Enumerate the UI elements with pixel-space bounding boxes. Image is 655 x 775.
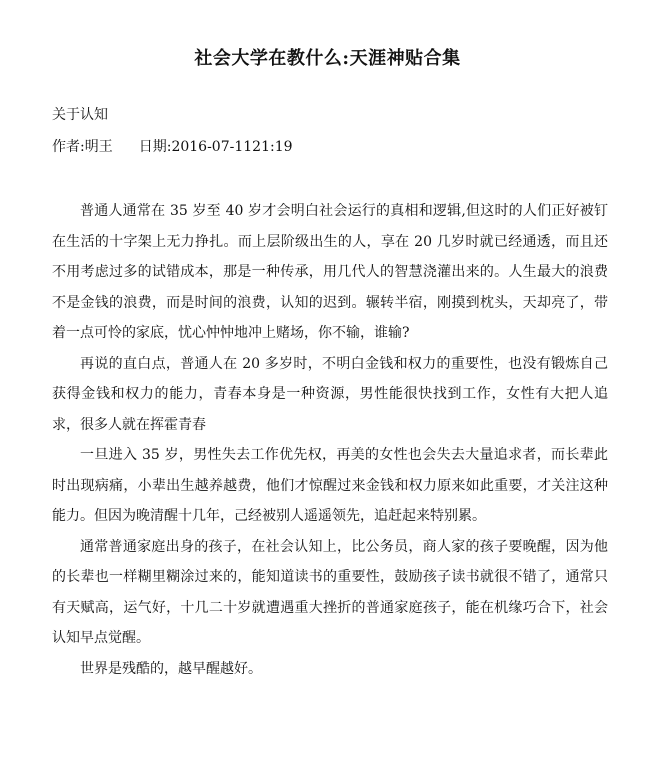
author-name: 明王 bbox=[84, 139, 113, 155]
paragraph: 普通人通常在 35 岁至 40 岁才会明白社会运行的真相和逻辑,但这时的人们正好被钉在生活的十字架上无力挣扎。而上层阶级出生的人，享在 20 几岁时就已经通透，而且还不用考虑过多的试错成本，那是一种传承，用几代人的智慧浇灌出来的。人生最大的浪费不是金钱的浪费，而是时间的浪费，认知的迟到。辗转半宿，刚摸到枕头，天却亮了，带着一点可怜的家底，忧心忡忡地冲上赌场，你不输，谁输? bbox=[52, 203, 608, 341]
paragraph: 一旦进入 35 岁，男性失去工作优先权，再美的女性也会失去大量追求者，而长辈此时出现病痛，小辈出生越养越费，他们才惊醒过来金钱和权力原来如此重要，才关注这种能力。但因为晚清醒十几年，己经被别人遥遥领先，追赶起来特别累。 bbox=[52, 447, 608, 524]
date-label: 日期: bbox=[138, 139, 172, 155]
section-heading: 关于认知 bbox=[52, 107, 108, 123]
author-label: 作者: bbox=[52, 139, 85, 155]
document-meta bbox=[52, 137, 293, 157]
document-title: 社会大学在教什么:天涯神贴合集 bbox=[194, 48, 461, 69]
paragraph: 通常普通家庭出身的孩子，在社会认知上，比公务员，商人家的孩子要晚醒，因为他的长辈也一样糊里糊涂过来的，能知道读书的重要性，鼓励孩子读书就很不错了，通常只有天赋高，运气好，十几二十岁就遭遇重大挫折的普通家庭孩子，能在机缘巧合下，社会认知早点觉醒。 bbox=[52, 538, 608, 646]
date-value: 2016-07-1121:19 bbox=[171, 139, 293, 155]
article-body bbox=[52, 196, 608, 684]
paragraph: 再说的直白点，普通人在 20 多岁时，不明白金钱和权力的重要性，也没有锻炼自己获得金钱和权力的能力，青春本身是一种资源，男性能很快找到工作，女性有大把人追求，很多人就在挥霍青春 bbox=[52, 355, 608, 433]
paragraph: 世界是残酷的，越早醒越好。 bbox=[80, 660, 262, 677]
